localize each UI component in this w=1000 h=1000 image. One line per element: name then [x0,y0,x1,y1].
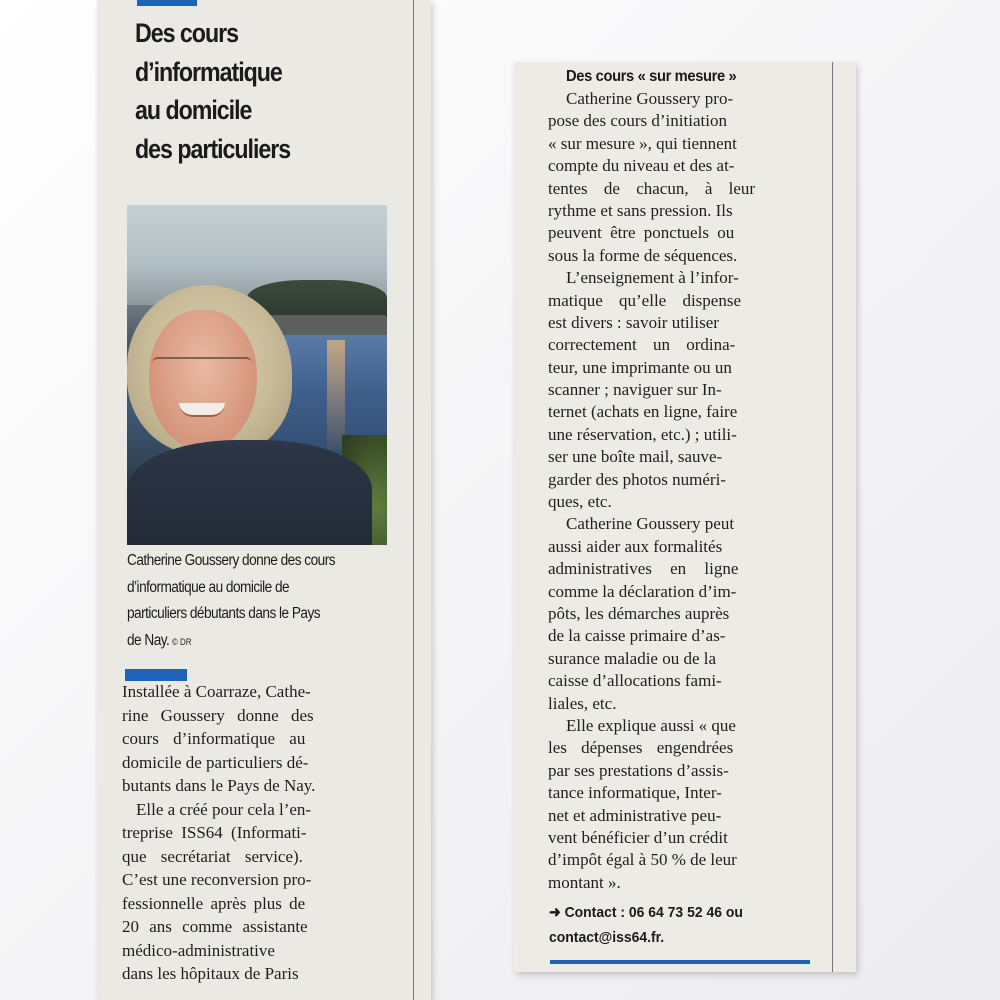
headline-line: au domicile [135,95,252,125]
photo-caption [127,548,391,655]
body-line: montant ». [548,872,621,892]
body-line: butants dans le Pays de Nay. [122,776,316,795]
body-line: sous la forme de séquences. [548,245,738,265]
body-line: médico-administrative [122,940,275,960]
body-line: tance informatique, Inter- [548,783,722,803]
article-subhead: Des cours « sur mesure » [566,68,737,85]
body-line: matique qu’elle dispense [548,290,742,310]
caption-line: de Nay. [127,631,170,649]
body-line: compte du niveau et des at- [548,156,735,176]
right-article-body [548,88,838,894]
body-line: 20 ans comme assistante [122,917,308,936]
body-line: Catherine Goussery pro- [566,89,734,108]
photo-reflection [327,340,345,450]
body-line: comme la déclaration d’im- [548,581,737,601]
end-marker-bar [550,960,810,964]
photo-credit: © DR [171,636,192,647]
contact-block [549,900,819,950]
body-line: est divers : savoir utiliser [548,312,719,332]
body-line: ser une boîte mail, sauve- [548,447,723,467]
headline-line: Des cours [135,18,238,48]
caption-line: particuliers débutants dans le Pays [127,605,321,622]
headline-line: d’informatique [135,56,282,87]
body-line: tentes de chacun, à leur [548,178,756,198]
photo-jacket [127,440,372,545]
body-line: C’est une reconversion pro- [122,870,312,889]
body-line: administratives en ligne [548,559,739,579]
body-line: correctement un ordina- [548,335,736,355]
body-line: rythme et sans pression. Ils [548,200,733,220]
left-article-clipping [97,0,431,1000]
portrait-photo [127,205,387,545]
body-line: « sur mesure », qui tiennent [548,133,737,153]
body-line: pose des cours d’initiation [548,111,727,131]
body-line: teur, une imprimante ou un [548,357,732,377]
photo-smile [179,403,225,417]
body-line: net et administrative peu- [548,805,722,825]
body-line: cours d’informatique au [122,729,306,748]
body-line: Catherine Goussery peut [566,514,735,534]
body-line: L’enseignement à l’infor- [566,268,739,288]
article-headline [135,14,384,168]
body-line: par ses prestations d’assis- [548,760,729,780]
body-line: peuvent être ponctuels ou [548,223,735,243]
contact-email: contact@iss64.fr. [549,929,665,946]
photo-bridge [267,315,387,337]
body-line: Installée à Coarraze, Cathe- [122,682,311,701]
body-line: caisse d’allocations fami- [548,671,722,691]
body-line: pôts, les démarches auprès [548,603,730,623]
body-line: treprise ISS64 (Informati- [122,823,307,842]
body-line: vent bénéficier d’un crédit [548,827,728,847]
caption-line: Catherine Goussery donne des cours [127,552,335,569]
body-line: fessionnelle après plus de [122,893,306,913]
body-line: rine Goussery donne des [122,705,314,725]
headline-line: des particuliers [135,133,291,164]
caption-line-last [127,628,391,656]
body-line: scanner ; naviguer sur In- [548,380,722,400]
body-line: les dépenses engendrées [548,738,734,758]
caption-line: d’informatique au domicile de [127,578,290,596]
contact-phone: ➜ Contact : 06 64 73 52 46 ou [549,904,743,921]
right-article-clipping [514,62,856,972]
photo-glasses [152,357,252,383]
body-line: liales, etc. [548,693,617,713]
body-line: de la caisse primaire d’as- [548,626,726,646]
body-line: Elle explique aussi « que [566,715,736,735]
body-line: Elle a créé pour cela l’en- [136,799,312,819]
body-line: dans les hôpitaux de Paris [122,964,299,983]
body-line: surance maladie ou de la [548,648,717,668]
section-tab [137,0,197,6]
left-article-body [122,680,422,986]
body-line: aussi aider aux formalités [548,536,723,556]
body-line: ques, etc. [548,492,612,512]
body-line: une réservation, etc.) ; utili- [548,424,737,444]
body-line: d’impôt égal à 50 % de leur [548,850,737,870]
body-line: que secrétariat service). [122,846,303,866]
body-line: domicile de particuliers dé- [122,752,309,772]
body-line: ternet (achats en ligne, faire [548,402,738,422]
body-line: garder des photos numéri- [548,469,726,489]
